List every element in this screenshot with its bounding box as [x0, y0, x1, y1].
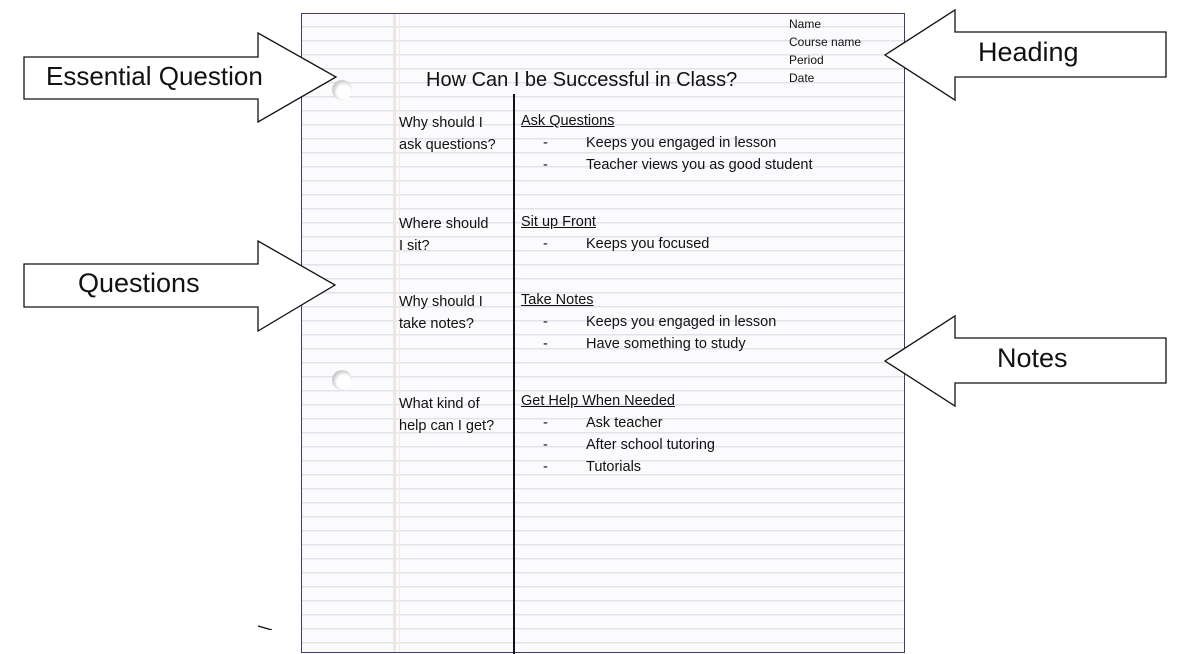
question-line: take notes? [399, 316, 474, 332]
callout-questions: Questions [78, 268, 200, 298]
note-text: Keeps you engaged in lesson [586, 135, 777, 151]
note-text: Teacher views you as good student [586, 157, 813, 173]
callout-notes: Notes [997, 343, 1068, 373]
heading-date: Date [789, 71, 815, 85]
notes-title: Ask Questions [521, 113, 615, 129]
note-text: Ask teacher [586, 415, 663, 431]
callout-heading: Heading [978, 37, 1079, 67]
bullet-dash: - [543, 459, 548, 475]
question-line: Where should [399, 216, 489, 232]
bullet-dash: - [543, 157, 548, 173]
notes-title: Sit up Front [521, 214, 596, 230]
note-text: Keeps you engaged in lesson [586, 314, 777, 330]
notes-title: Get Help When Needed [521, 393, 675, 409]
partial-arrow-shape [258, 626, 272, 630]
bullet-dash: - [543, 135, 548, 151]
question-line: I sit? [399, 238, 430, 254]
essential-question-title: How Can I be Successful in Class? [426, 69, 738, 91]
question-line: Why should I [399, 294, 483, 310]
bullet-dash: - [543, 415, 548, 431]
note-text: Tutorials [586, 459, 642, 475]
note-text: Keeps you focused [586, 236, 710, 252]
heading-course-name: Course name [789, 35, 862, 49]
note-text: After school tutoring [586, 437, 715, 453]
question-line: ask questions? [399, 137, 496, 153]
question-line: Why should I [399, 115, 483, 131]
callout-essential-question: Essential Question [46, 61, 263, 91]
bullet-dash: - [543, 437, 548, 453]
note-text: Have something to study [586, 336, 746, 352]
notes-title: Take Notes [521, 292, 594, 308]
heading-name: Name [789, 17, 822, 31]
bullet-dash: - [543, 314, 548, 330]
question-line: What kind of [399, 396, 480, 412]
bullet-dash: - [543, 336, 548, 352]
question-line: help can I get? [399, 418, 495, 434]
bullet-dash: - [543, 236, 548, 252]
heading-period: Period [789, 53, 824, 67]
